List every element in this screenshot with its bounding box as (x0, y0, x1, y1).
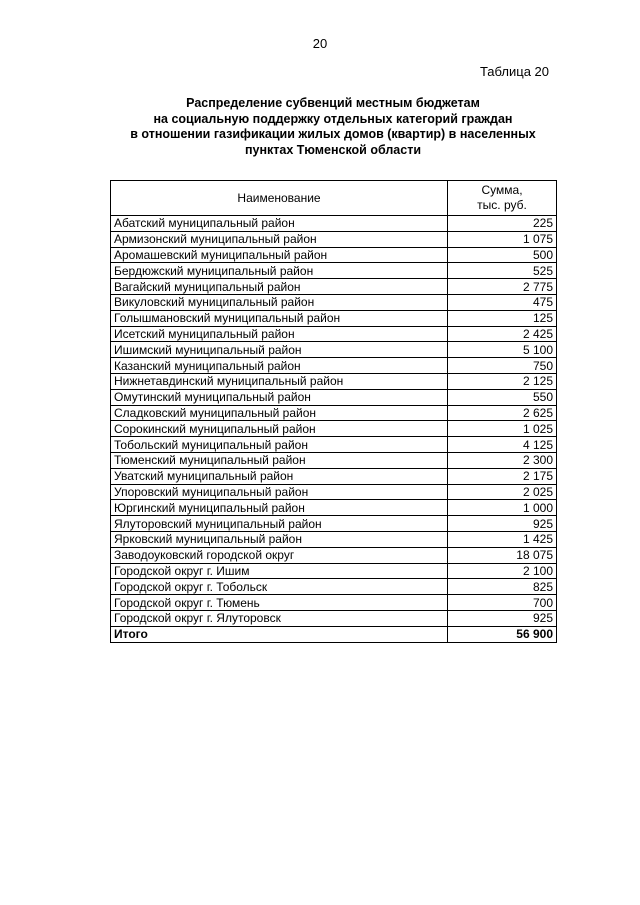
row-name: Аромашевский муниципальный район (111, 247, 448, 263)
row-name: Нижнетавдинский муниципальный район (111, 373, 448, 389)
row-name: Бердюжский муниципальный район (111, 263, 448, 279)
row-name: Ярковский муниципальный район (111, 531, 448, 547)
row-name: Городской округ г. Тобольск (111, 579, 448, 595)
table-row (111, 373, 557, 389)
row-name: Сорокинский муниципальный район (111, 421, 448, 437)
table-row (111, 437, 557, 453)
subvention-table (110, 180, 557, 643)
row-sum: 2 100 (448, 563, 557, 579)
row-sum: 1 075 (448, 231, 557, 247)
table-row (111, 358, 557, 374)
row-sum: 700 (448, 595, 557, 611)
row-sum: 925 (448, 610, 557, 626)
table-row (111, 452, 557, 468)
title-line: пунктах Тюменской области (244, 142, 422, 157)
row-sum: 1 000 (448, 500, 557, 516)
table-row (111, 547, 557, 563)
row-sum: 550 (448, 389, 557, 405)
header-name: Наименование (111, 181, 448, 216)
table-row (111, 610, 557, 626)
total-row (111, 626, 557, 642)
row-sum: 750 (448, 358, 557, 374)
total-sum: 56 900 (448, 626, 557, 642)
title-line: Распределение субвенций местным бюджетам (186, 96, 480, 110)
table-row (111, 389, 557, 405)
header-sum (448, 181, 557, 216)
row-name: Омутинский муниципальный район (111, 389, 448, 405)
row-sum: 2 425 (448, 326, 557, 342)
table-row (111, 531, 557, 547)
row-sum: 2 625 (448, 405, 557, 421)
row-sum: 125 (448, 310, 557, 326)
row-sum: 475 (448, 294, 557, 310)
row-name: Армизонский муниципальный район (111, 231, 448, 247)
row-sum: 525 (448, 263, 557, 279)
row-name: Уватский муниципальный район (111, 468, 448, 484)
row-sum: 1 425 (448, 531, 557, 547)
header-sum-line: тыс. руб. (477, 198, 527, 212)
table-caption: Таблица 20 (479, 64, 549, 79)
document-title (110, 96, 556, 158)
row-name: Викуловский муниципальный район (111, 294, 448, 310)
row-name: Упоровский муниципальный район (111, 484, 448, 500)
table-row (111, 484, 557, 500)
row-name: Городской округ г. Тюмень (111, 595, 448, 611)
table-row (111, 468, 557, 484)
table-row (111, 563, 557, 579)
row-sum: 2 300 (448, 452, 557, 468)
table-body (111, 216, 557, 643)
row-name: Заводоуковский городской округ (111, 547, 448, 563)
table-row (111, 500, 557, 516)
table-row (111, 310, 557, 326)
row-sum: 925 (448, 516, 557, 532)
row-name: Вагайский муниципальный район (111, 279, 448, 295)
row-sum: 2 025 (448, 484, 557, 500)
table-row (111, 421, 557, 437)
row-sum: 2 775 (448, 279, 557, 295)
table-row (111, 279, 557, 295)
row-name: Городской округ г. Ишим (111, 563, 448, 579)
row-name: Тюменский муниципальный район (111, 452, 448, 468)
row-sum: 4 125 (448, 437, 557, 453)
table-row (111, 294, 557, 310)
total-label: Итого (111, 626, 448, 642)
row-name: Тобольский муниципальный район (111, 437, 448, 453)
row-name: Голышмановский муниципальный район (111, 310, 448, 326)
title-line: в отношении газификации жилых домов (квартир) в населенных (130, 127, 536, 141)
table-header-row (111, 181, 557, 216)
row-sum: 225 (448, 216, 557, 232)
table-row (111, 595, 557, 611)
table-row (111, 247, 557, 263)
row-sum: 500 (448, 247, 557, 263)
row-name: Абатский муниципальный район (111, 216, 448, 232)
row-sum: 2 125 (448, 373, 557, 389)
row-sum: 5 100 (448, 342, 557, 358)
row-sum: 1 025 (448, 421, 557, 437)
table-row (111, 216, 557, 232)
row-name: Ялуторовский муниципальный район (111, 516, 448, 532)
table-row (111, 326, 557, 342)
table-row (111, 579, 557, 595)
title-line: на социальную поддержку отдельных категорий граждан (153, 111, 513, 126)
row-name: Городской округ г. Ялуторовск (111, 610, 448, 626)
row-name: Сладковский муниципальный район (111, 405, 448, 421)
row-sum: 2 175 (448, 468, 557, 484)
table-row (111, 516, 557, 532)
row-name: Юргинский муниципальный район (111, 500, 448, 516)
table-row (111, 263, 557, 279)
row-sum: 825 (448, 579, 557, 595)
table-row (111, 231, 557, 247)
table-row (111, 342, 557, 358)
row-name: Ишимский муниципальный район (111, 342, 448, 358)
table-row (111, 405, 557, 421)
row-name: Казанский муниципальный район (111, 358, 448, 374)
header-sum-line: Сумма, (481, 183, 523, 197)
page-number: 20 (312, 36, 328, 51)
row-name: Исетский муниципальный район (111, 326, 448, 342)
row-sum: 18 075 (448, 547, 557, 563)
